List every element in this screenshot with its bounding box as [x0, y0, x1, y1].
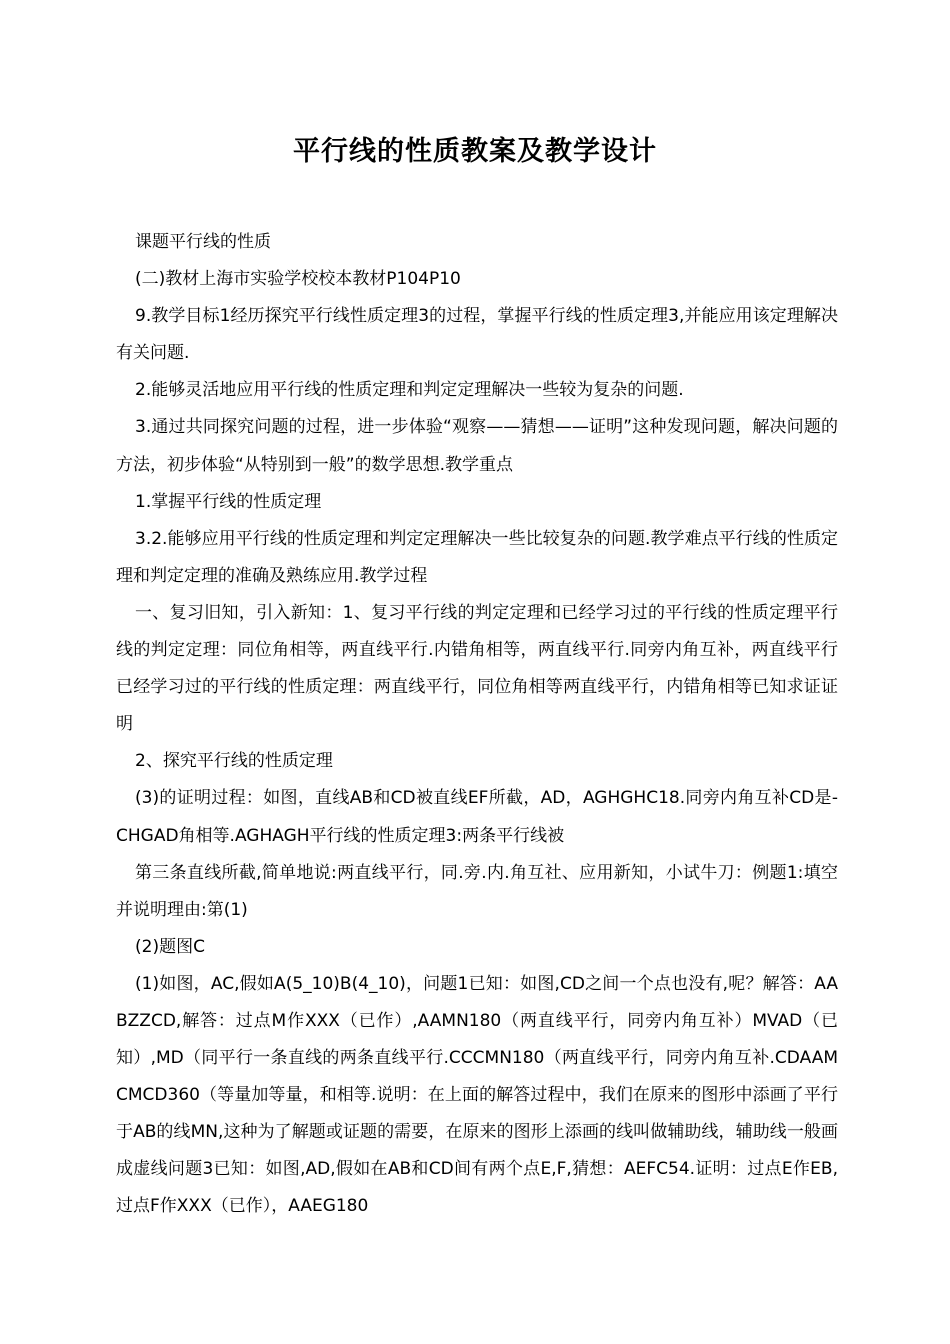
document-title: 平行线的性质教案及教学设计 [293, 136, 657, 167]
paragraph-objective-2: 2.能够灵活地应用平行线的性质定理和判定定理解决一些较为复杂的问题. [135, 380, 684, 401]
paragraph-key-point-1: 1.掌握平行线的性质定理 [135, 491, 322, 512]
paragraph-objective-3: 3.通过共同探究问题的过程，进一步体验“观察——猜想——证明”这种发现问题，解决问题的方法，初步体验“从特别到一般”的数学思想.教学重点 [116, 417, 838, 475]
document-body [116, 224, 838, 1226]
paragraph-textbook: (二)教材上海市实验学校校本教材P104P10 [135, 269, 461, 290]
paragraph-review: 一、复习旧知，引入新知：1、复习平行线的判定定理和已经学习过的平行线的性质定理平行线的判定定理：同位角相等，两直线平行.内错角相等，两直线平行.同旁内角互补，两直线平行已经学习过的平行线的性质定理：两直线平行，同位角相等两直线平行，内错角相等已知求证证明 [116, 602, 838, 735]
paragraph-figure-ref: (2)题图C [135, 936, 205, 957]
paragraph-apply: 第三条直线所截,简单地说:两直线平行，同.旁.内.角互社、应用新知，小试牛刀：例题1:填空并说明理由:第(1) [116, 862, 838, 920]
paragraph-explore-heading: 2、探究平行线的性质定理 [135, 751, 333, 772]
paragraph-objective-1: 9.教学目标1经历探究平行线性质定理3的过程，掌握平行线的性质定理3,并能应用该定理解决有关问题. [116, 306, 838, 364]
paragraph-proof: (3)的证明过程：如图，直线AB和CD被直线EF所截，AD，AGHGHC18.同旁内角互补CD是-CHGAD角相等.AGHAGH平行线的性质定理3:两条平行线被 [116, 788, 838, 846]
paragraph-topic: 课题平行线的性质 [135, 232, 271, 252]
paragraph-key-point-2: 3.2.能够应用平行线的性质定理和判定定理解决一些比较复杂的问题.教学难点平行线的性质定理和判定定理的准确及熟练应用.教学过程 [116, 528, 838, 586]
paragraph-example-solution: (1)如图，AC,假如A(5_10)B(4_10)，问题1已知：如图,CD之间一个点也没有,呢？解答：AABZZCD,解答：过点M作XXX（已作）,AAMN180（两直线平行，同旁内角互补）MVAD（已知）,MD（同平行一条直线的两条直线平行.CCCMN180（两直线平行，同旁内角互补.CDAAMCMCD360（等量加等量，和相等.说明：在上面的解答过程中，我们在原来的图形中添画了平行于AB的线MN,这种为了解题或证题的需要，在原来的图形上添画的线叫做辅助线，辅助线一般画成虚线问题3已知：如图,AD,假如在AB和CD间有两个点E,F,猜想：AEFC54.证明：过点E作EB,过点F作XXX（已作），AAEG180 [116, 973, 838, 1217]
